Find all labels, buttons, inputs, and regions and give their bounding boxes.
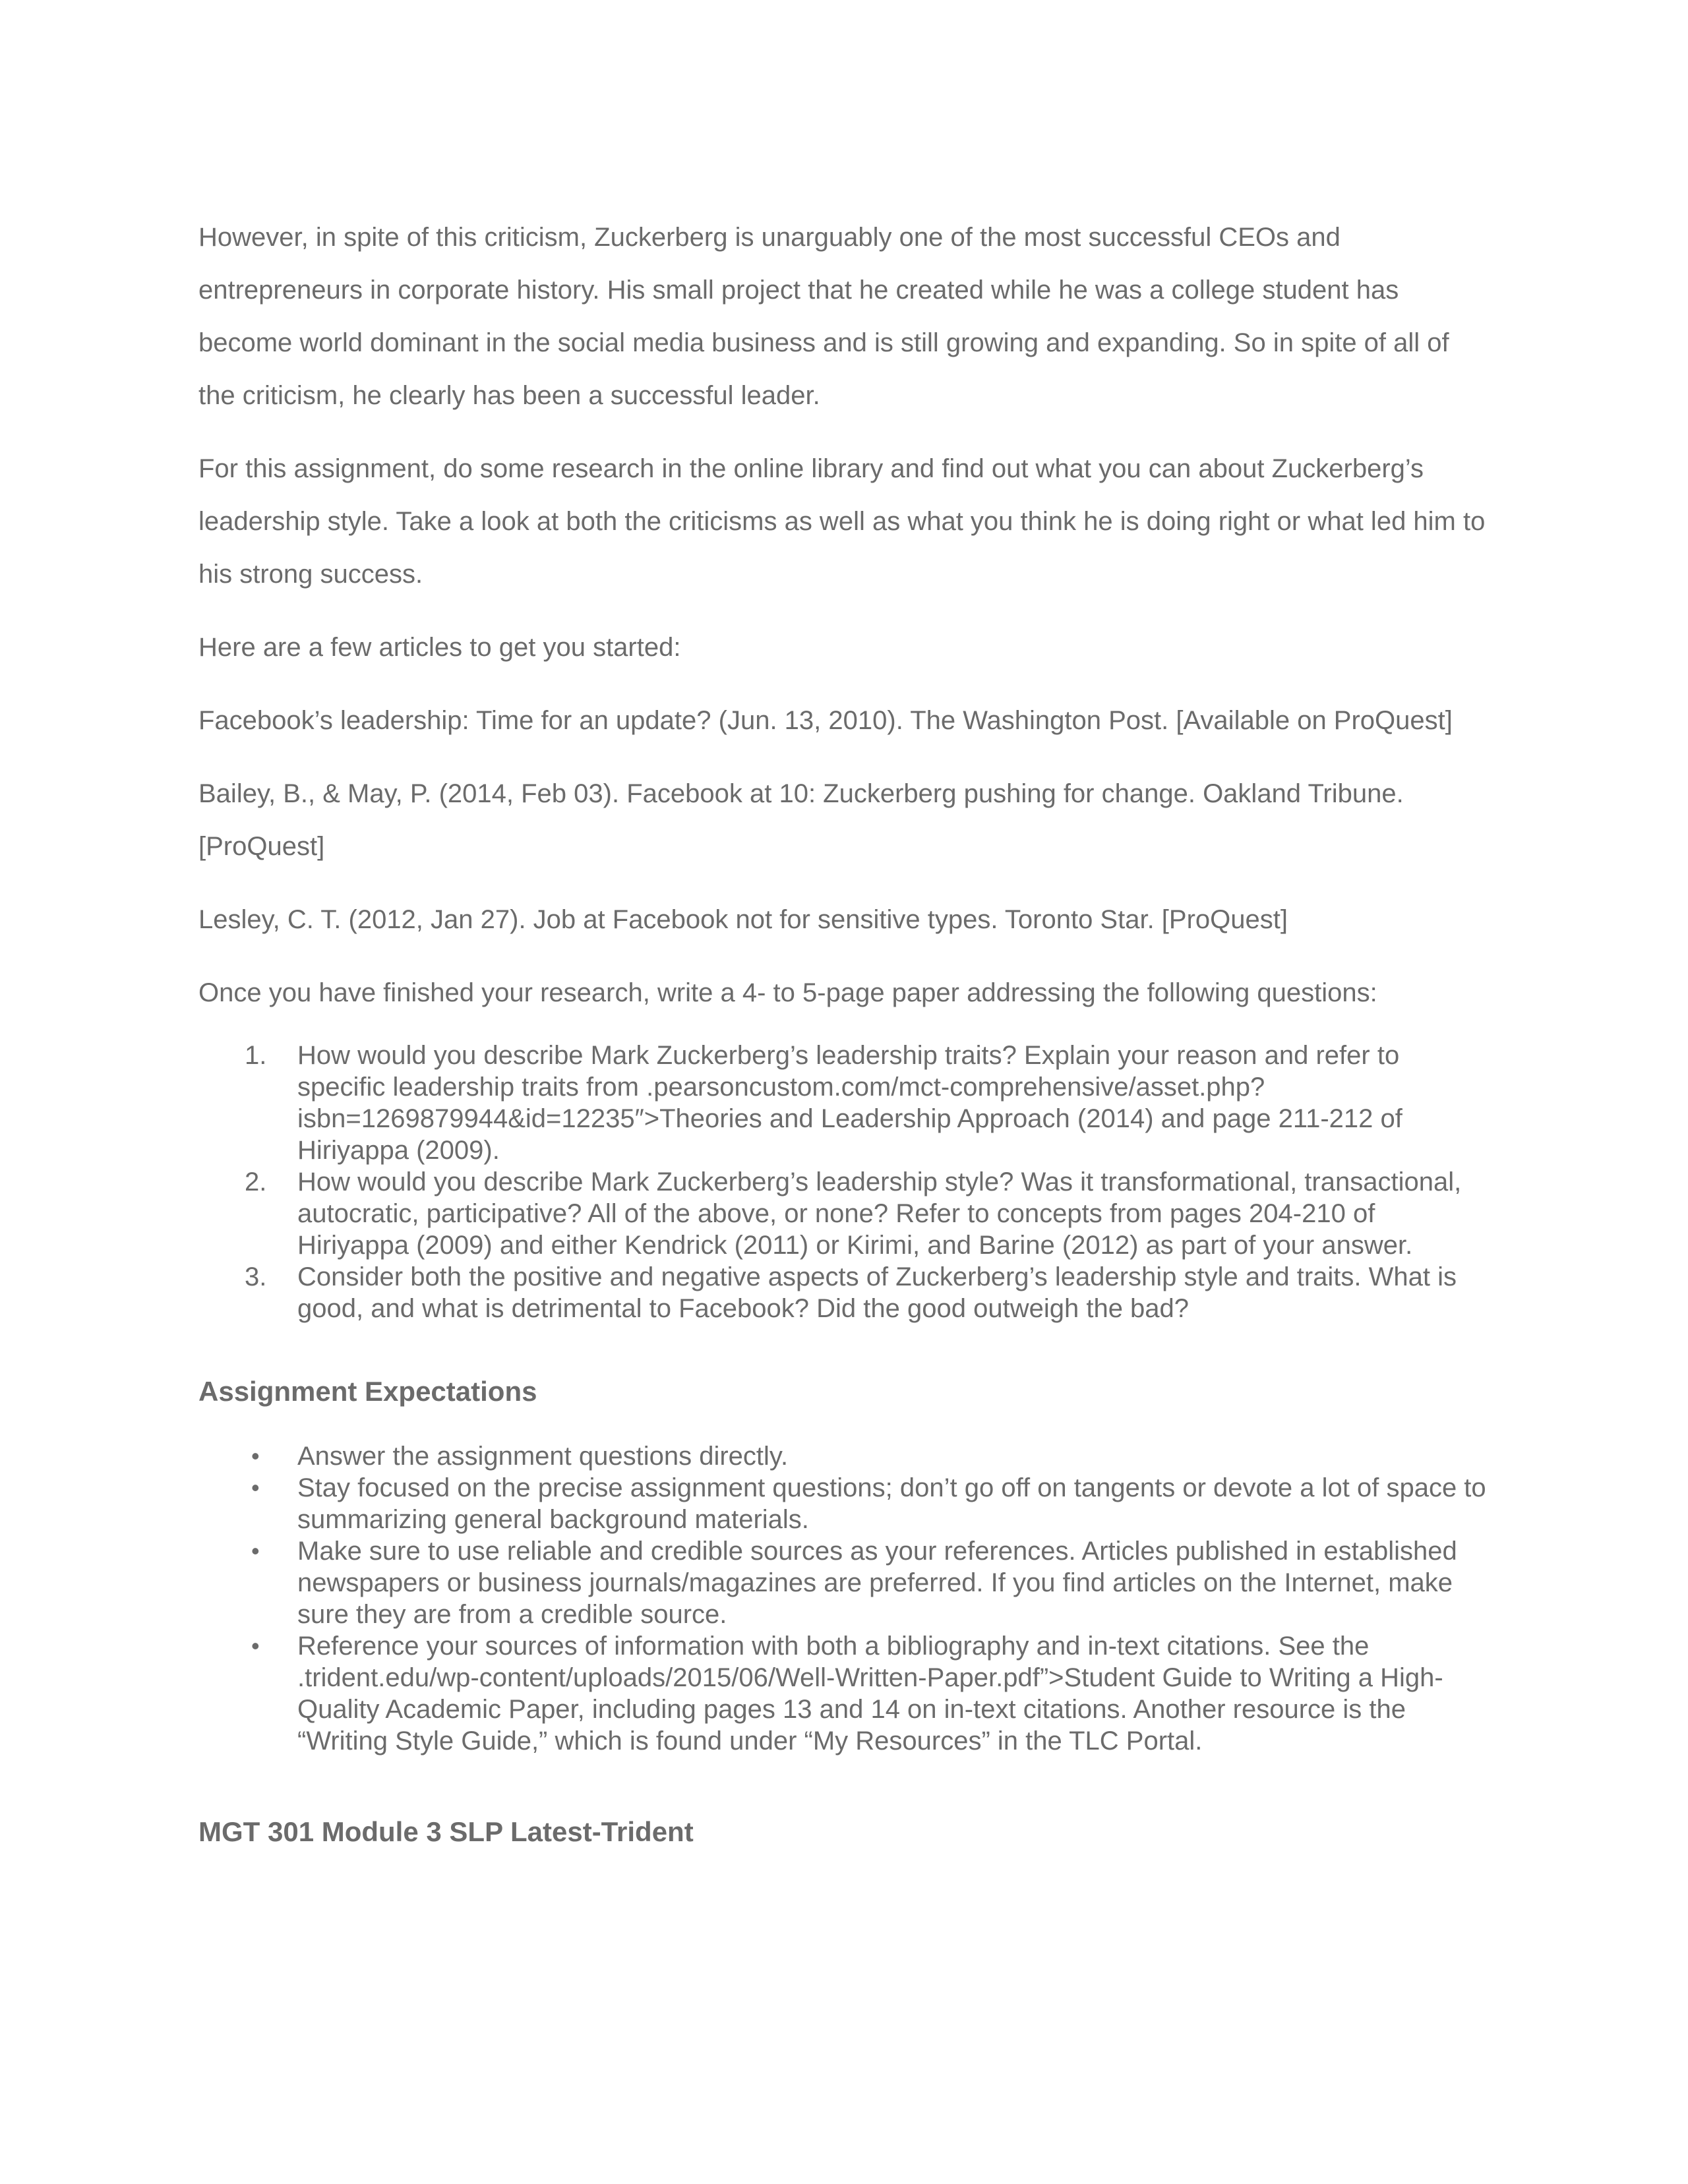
reference-item: Facebook’s leadership: Time for an update? (Jun. 13, 2010). The Washington Post. [Available on ProQuest] bbox=[198, 706, 1453, 735]
expectation-item bbox=[198, 1440, 1491, 1472]
bullet-icon: • bbox=[251, 1537, 260, 1564]
bullet-icon: • bbox=[251, 1474, 260, 1501]
document-footer-title: MGT 301 Module 3 SLP Latest-Trident bbox=[198, 1816, 694, 1847]
expectation-text: Stay focused on the precise assignment questions; don’t go off on tangents or devote a lot of space to summarizing general background materials. bbox=[297, 1473, 1486, 1534]
expectation-text: Reference your sources of information with both a bibliography and in-text citations. See the .trident.edu/wp-content/uploads/2015/06/Well-Written-Paper.pdf”>Student Guide to Writing a High-Quality Academic Paper, including pages 13 and 14 on in-text citations. Another resource is the “Writing Style Guide,” which is found under “My Resources” in the TLC Portal. bbox=[297, 1632, 1443, 1756]
question-item bbox=[198, 1040, 1491, 1166]
expectation-text: Make sure to use reliable and credible sources as your references. Articles published in established newspapers or business journals/magazines are preferred. If you find articles on the Internet, make sure they are from a credible source. bbox=[297, 1537, 1457, 1629]
paper-prompt: Once you have finished your research, write a 4- to 5-page paper addressing the following questions: bbox=[198, 978, 1377, 1007]
expectation-item bbox=[198, 1472, 1491, 1535]
question-text: How would you describe Mark Zuckerberg’s leadership style? Was it transformational, transactional, autocratic, participative? All of the above, or none? Refer to concepts from pages 204-210 of Hiriyappa (2009) and either Kendrick (2011) or Kirimi, and Barine (2012) as part of your answer. bbox=[297, 1167, 1462, 1260]
bullet-icon: • bbox=[251, 1442, 260, 1469]
expectations-list bbox=[198, 1440, 1491, 1757]
intro-paragraph: However, in spite of this criticism, Zuckerberg is unarguably one of the most successful CEOs and entrepreneurs in corporate history. His small project that he created while he was a college student has become world dominant in the social media business and is still growing and expanding. So in spite of all of the criticism, he clearly has been a successful leader. bbox=[198, 223, 1449, 410]
reference-item: Lesley, C. T. (2012, Jan 27). Job at Facebook not for sensitive types. Toronto Star. [ProQuest] bbox=[198, 905, 1288, 934]
expectation-item bbox=[198, 1630, 1491, 1757]
expectations-heading: Assignment Expectations bbox=[198, 1376, 537, 1407]
question-text: Consider both the positive and negative aspects of Zuckerberg’s leadership style and traits. What is good, and what is detrimental to Facebook? Did the good outweigh the bad? bbox=[297, 1262, 1457, 1323]
articles-intro: Here are a few articles to get you started: bbox=[198, 633, 681, 662]
question-item bbox=[198, 1166, 1491, 1261]
expectation-item bbox=[198, 1535, 1491, 1630]
assignment-paragraph: For this assignment, do some research in the online library and find out what you can about Zuckerberg’s leadership style. Take a look at both the criticisms as well as what you think he is doing right or what led him to his strong success. bbox=[198, 454, 1486, 589]
list-number: 1. bbox=[245, 1041, 267, 1070]
bullet-icon: • bbox=[251, 1632, 260, 1659]
question-item bbox=[198, 1261, 1491, 1324]
questions-list bbox=[198, 1040, 1491, 1324]
reference-item: Bailey, B., & May, P. (2014, Feb 03). Facebook at 10: Zuckerberg pushing for change. Oakland Tribune. [ProQuest] bbox=[198, 779, 1404, 861]
list-number: 3. bbox=[245, 1262, 267, 1291]
question-text: How would you describe Mark Zuckerberg’s leadership traits? Explain your reason and refer to specific leadership traits from .pearsoncustom.com/mct-comprehensive/asset.php?isbn=1269879944&id=12235″>Theories and Leadership Approach (2014) and page 211-212 of Hiriyappa (2009). bbox=[297, 1041, 1402, 1165]
expectation-text: Answer the assignment questions directly. bbox=[297, 1442, 789, 1471]
document-body bbox=[198, 211, 1491, 1852]
list-number: 2. bbox=[245, 1167, 267, 1196]
